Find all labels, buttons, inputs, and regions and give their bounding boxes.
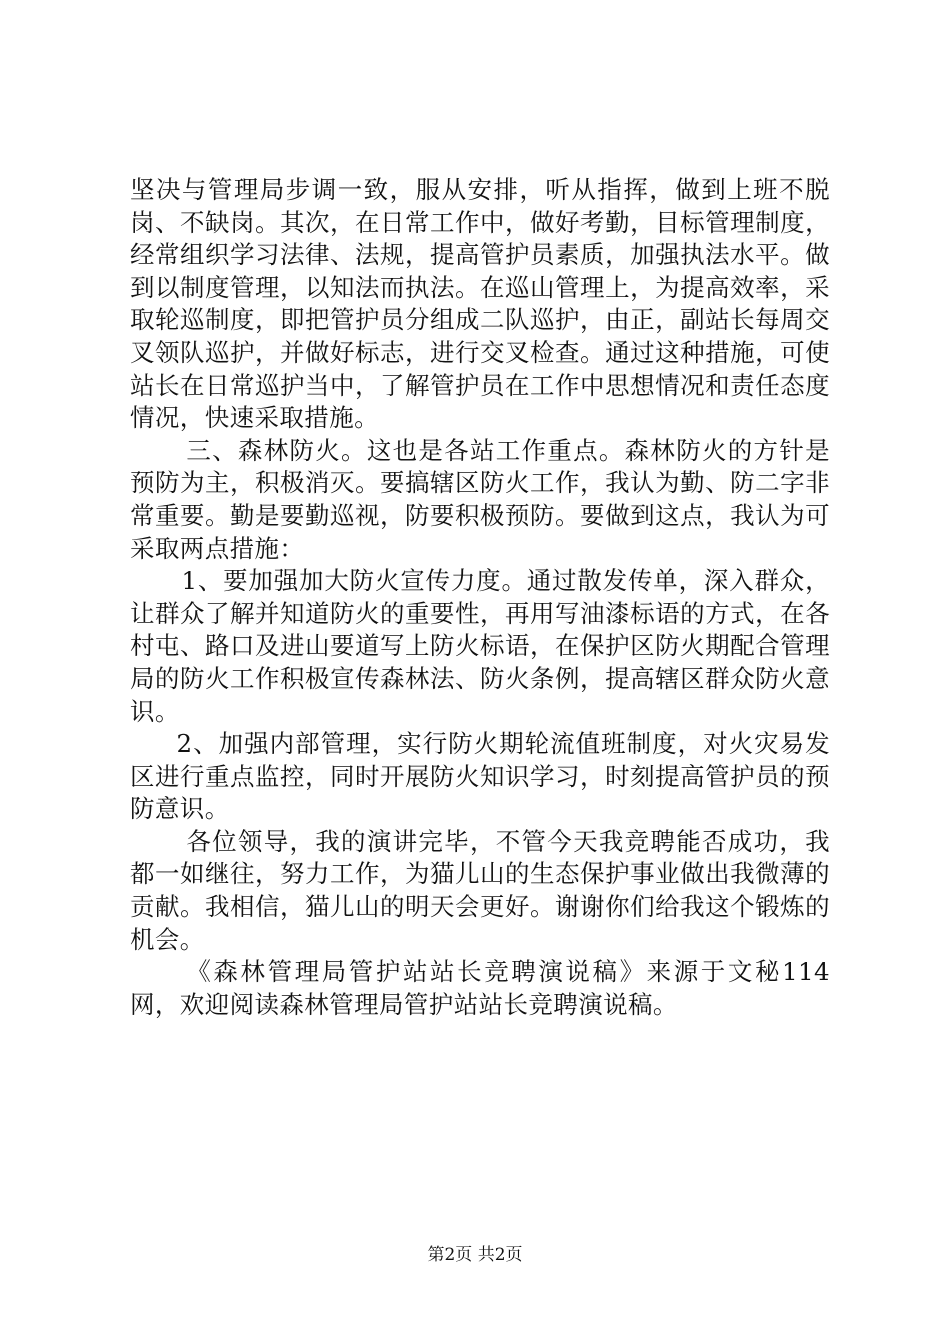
- document-body: [130, 174, 830, 1021]
- page-number-footer: 第2页 共2页: [427, 1245, 523, 1265]
- paragraph-forest-fire-prevention: 三、森林防火。这也是各站工作重点。森林防火的方针是预防为主，积极消灭。要搞辖区防火工作，我认为勤、防二字非常重要。勤是要勤巡视，防要积极预防。要做到这点，我认为可采取两点措施：: [130, 435, 830, 563]
- paragraph-source-note: 《森林管理局管护站站长竞聘演说稿》来源于文秘114网，欢迎阅读森林管理局管护站站长竞聘演说稿。: [130, 957, 830, 1019]
- paragraph-duty-discipline: 坚决与管理局步调一致，服从安排，听从指挥，做到上班不脱岗、不缺岗。其次，在日常工作中，做好考勤，目标管理制度，经常组织学习法律、法规，提高管护员素质，加强执法水平。做到以制度管理，以知法而执法。在巡山管理上，为提高效率，采取轮巡制度，即把管护员分组成二队巡护，由正，副站长每周交叉领队巡护，并做好标志，进行交叉检查。通过这种措施，可使站长在日常巡护当中，了解管护员在工作中思想情况和责任态度情况，快速采取措施。: [130, 175, 830, 433]
- paragraph-closing-remarks: 各位领导，我的演讲完毕，不管今天我竞聘能否成功，我都一如继往，努力工作，为猫儿山的生态保护事业做出我微薄的贡献。我相信，猫儿山的明天会更好。谢谢你们给我这个锻炼的机会。: [130, 826, 830, 954]
- paragraph-measure-2-internal-management: 2、加强内部管理，实行防火期轮流值班制度，对火灾易发区进行重点监控，同时开展防火知识学习，时刻提高管护员的预防意识。: [130, 729, 830, 824]
- paragraph-measure-1-publicity: 1、要加强加大防火宣传力度。通过散发传单，深入群众，让群众了解并知道防火的重要性，再用写油漆标语的方式，在各村屯、路口及进山要道写上防火标语，在保护区防火期配合管理局的防火工作积极宣传森林法、防火条例，提高辖区群众防火意识。: [130, 566, 830, 726]
